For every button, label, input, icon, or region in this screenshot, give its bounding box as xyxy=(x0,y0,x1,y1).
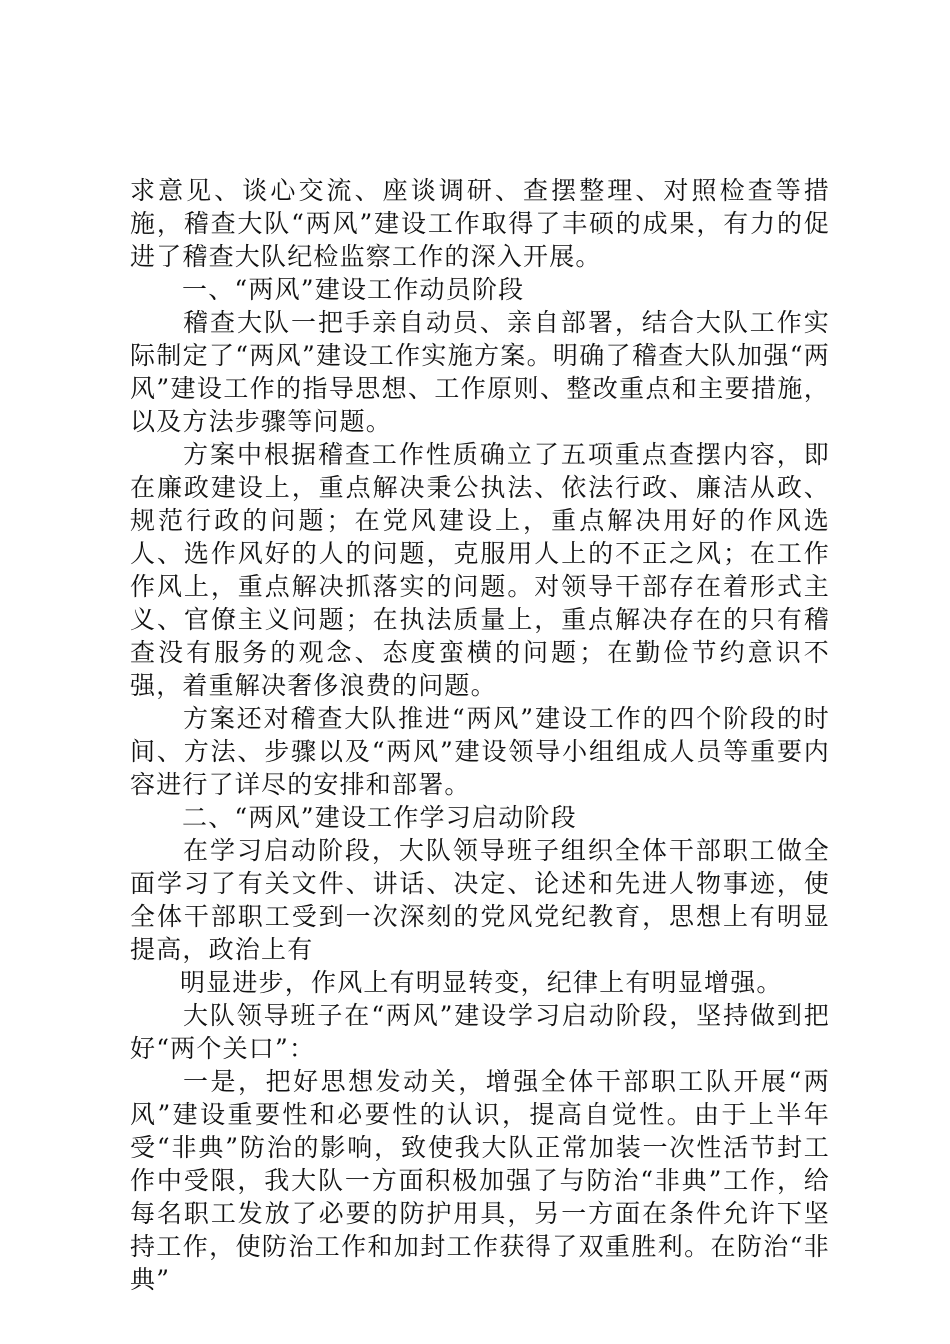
paragraph-two-checkpoints: 大队领导班子在“两风”建设学习启动阶段，坚持做到把好“两个关口”： xyxy=(130,1001,830,1063)
paragraph-five-key-items: 方案中根据稽查工作性质确立了五项重点查摆内容，即在廉政建设上，重点解决秉公执法、依法行政、廉洁从政、规范行政的问题；在党风建设上，重点解决用好的作风选人、选作风好的人的问题，克服用人上的不正之风；在工作作风上，重点解决抓落实的问题。对领导干部存在着形式主义、官僚主义问题；在执法质量上，重点解决存在的只有稽查没有服务的观念、态度蛮横的问题；在勤俭节约意识不强，着重解决奢侈浪费的问题。 xyxy=(130,440,830,700)
section-heading-1: 一、“两风”建设工作动员阶段 xyxy=(182,275,525,304)
paragraph-first-checkpoint: 一是，把好思想发动关，增强全体干部职工队开展“两风”建设重要性和必要性的认识，提高自觉性。由于上半年受“非典”防治的影响，致使我大队正常加装一次性活节封工作中受限，我大队一方面积极加强了与防治“非典”工作，给每名职工发放了必要的防护用具，另一方面在条件允许下坚持工作，使防治工作和加封工作获得了双重胜利。在防治“非典” xyxy=(130,1067,830,1294)
paragraph-progress: 明显进步，作风上有明显转变，纪律上有明显增强。 xyxy=(180,968,783,997)
paragraph-mobilization: 稽查大队一把手亲自动员、亲自部署，结合大队工作实际制定了“两风”建设工作实施方案。明确了稽查大队加强“两风”建设工作的指导思想、工作原则、整改重点和主要措施，以及方法步骤等问题。 xyxy=(130,308,830,436)
paragraph-four-stages: 方案还对稽查大队推进“两风”建设工作的四个阶段的时间、方法、步骤以及“两风”建设领导小组组成人员等重要内容进行了详尽的安排和部署。 xyxy=(130,704,830,799)
paragraph-study-launch: 在学习启动阶段，大队领导班子组织全体干部职工做全面学习了有关文件、讲话、决定、论述和先进人物事迹，使全体干部职工受到一次深刻的党风党纪教育，思想上有明显提高，政治上有 xyxy=(130,836,830,964)
paragraph-continuation: 求意见、谈心交流、座谈调研、查摆整理、对照检查等措施，稽查大队“两风”建设工作取得了丰硕的成果，有力的促进了稽查大队纪检监察工作的深入开展。 xyxy=(130,176,830,271)
section-heading-2: 二、“两风”建设工作学习启动阶段 xyxy=(182,803,577,832)
document-body xyxy=(130,174,830,1296)
